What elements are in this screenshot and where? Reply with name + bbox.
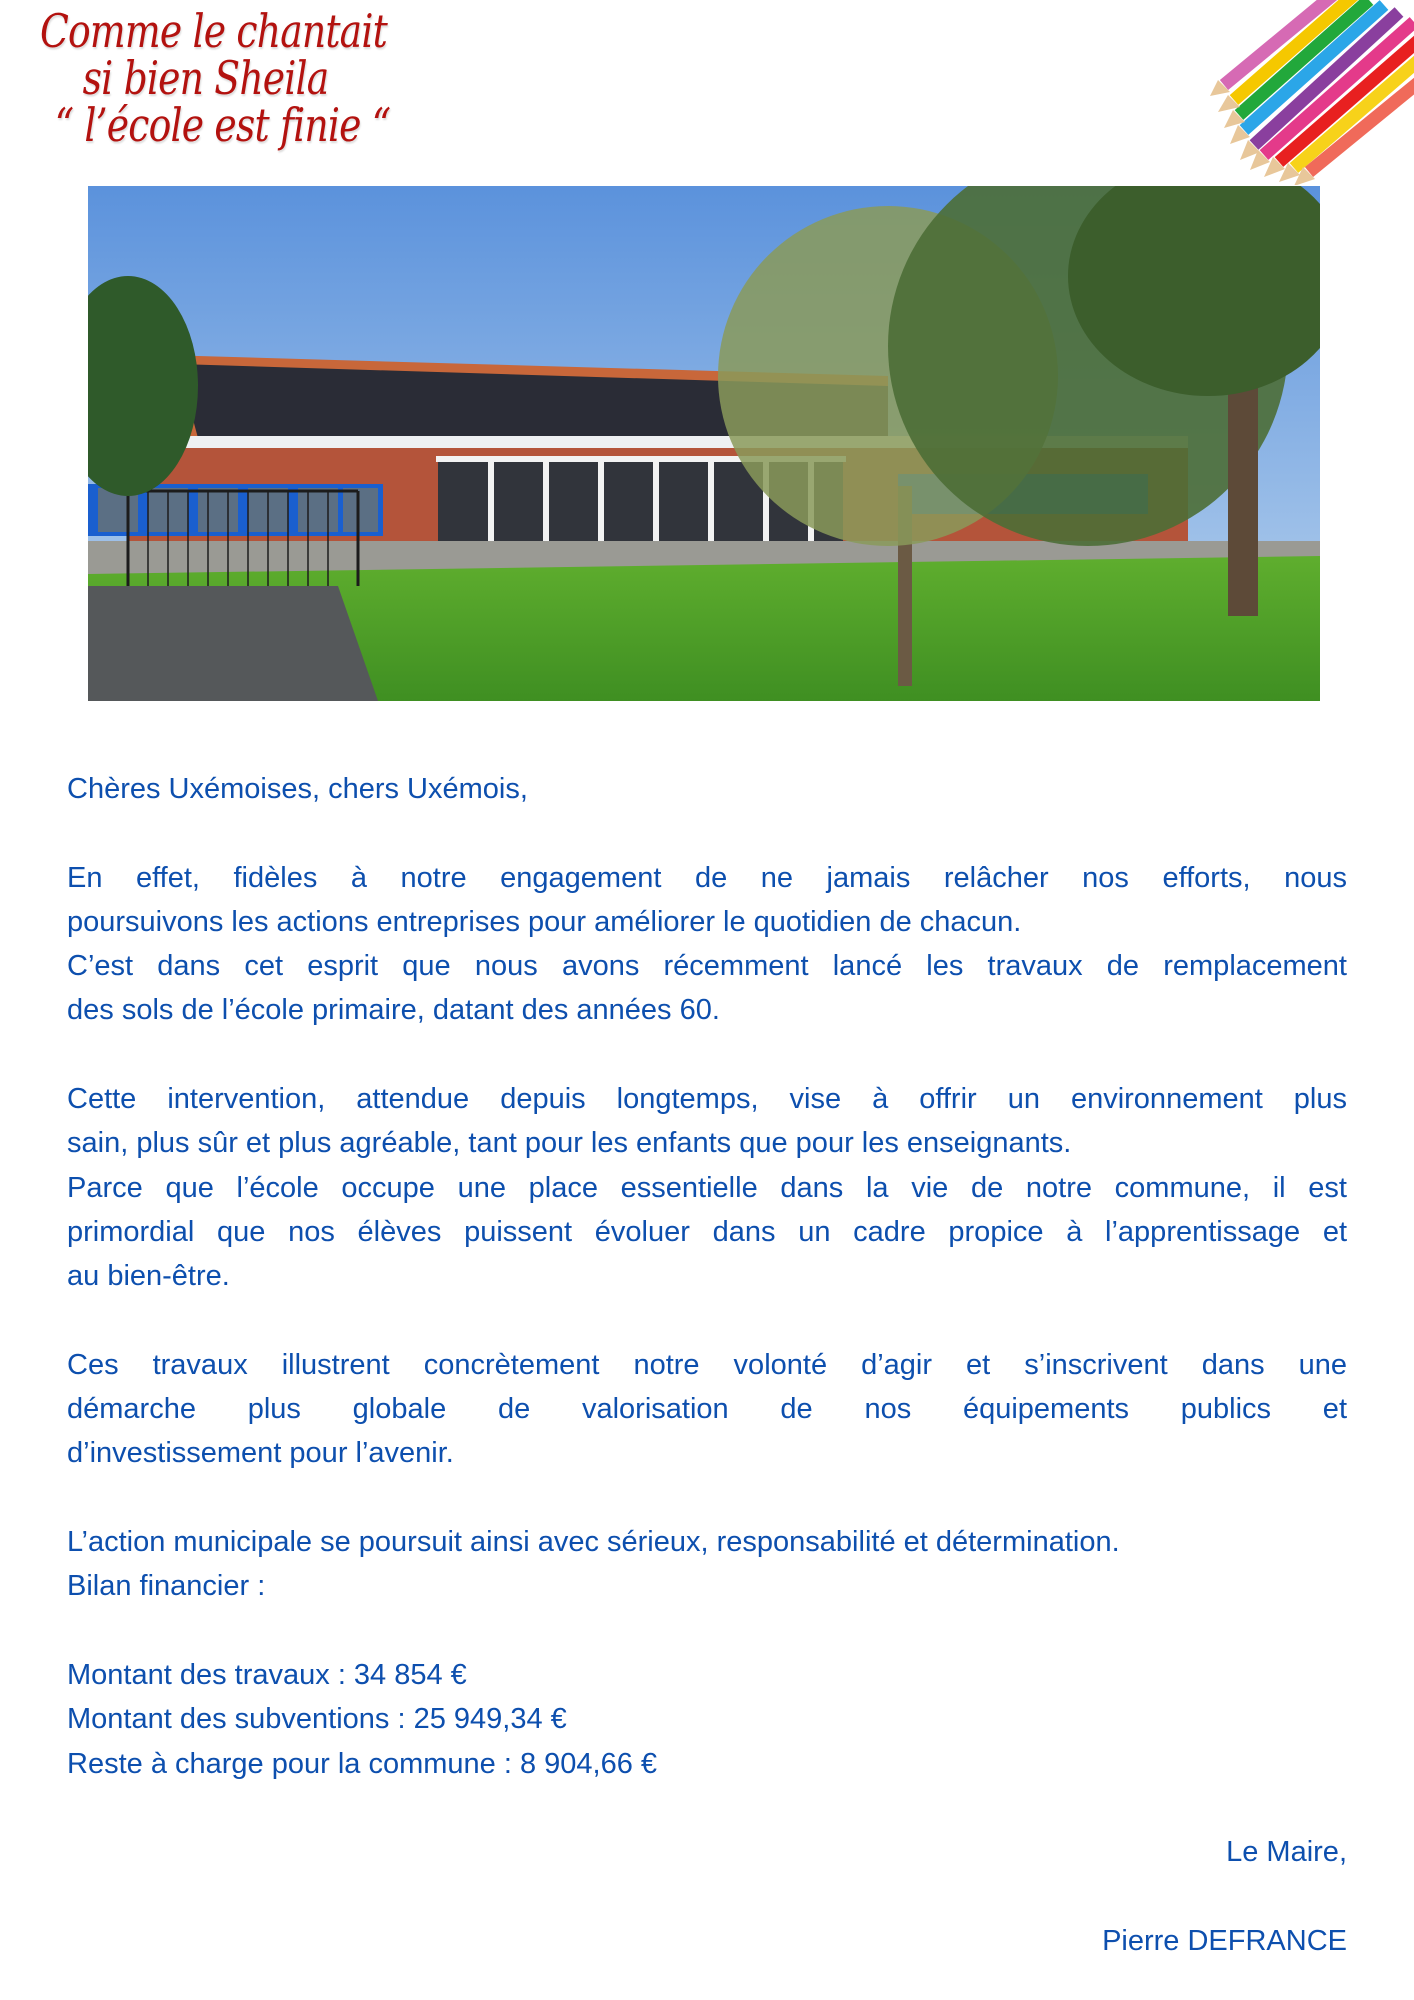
- paragraph-line: au bien-être.: [67, 1260, 230, 1293]
- paragraph-line: En effet, fidèles à notre engagement de ne jamais relâcher nos efforts, nous: [67, 861, 1347, 894]
- school-building-photo: [88, 186, 1320, 701]
- paragraph-line: d’investissement pour l’avenir.: [67, 1437, 454, 1470]
- paragraph-line: poursuivons les actions entreprises pour améliorer le quotidien de chacun.: [67, 905, 1022, 938]
- works-amount: Montant des travaux : 34 854 €: [67, 1658, 467, 1691]
- financial-heading: Bilan financier :: [67, 1570, 266, 1603]
- paragraph-line: L’action municipale se poursuit ainsi avec sérieux, responsabilité et détermination.: [67, 1526, 1120, 1559]
- page-title: [40, 4, 391, 152]
- paragraph-line: démarche plus globale de valorisation de nos équipements publics et: [67, 1393, 1347, 1426]
- paragraph-line: sain, plus sûr et plus agréable, tant pour les enfants que pour les enseignants.: [67, 1127, 1072, 1160]
- paragraph-line: des sols de l’école primaire, datant des années 60.: [67, 994, 720, 1027]
- subsidies-amount: Montant des subventions : 25 949,34 €: [67, 1703, 567, 1736]
- paragraph-line: C’est dans cet esprit que nous avons récemment lancé les travaux de remplacement: [67, 950, 1347, 983]
- greeting: Chères Uxémoises, chers Uxémois,: [67, 773, 528, 805]
- paragraph-line: primordial que nos élèves puissent évoluer dans un cadre propice à l’apprentissage et: [67, 1215, 1347, 1248]
- title-line: si bien Sheila: [82, 51, 329, 105]
- title-line: Comme le chantait: [40, 4, 387, 58]
- signature-title: Le Maire,: [1226, 1836, 1347, 1869]
- paragraph-line: Cette intervention, attendue depuis longtemps, vise à offrir un environnement plus: [67, 1083, 1347, 1116]
- colored-pencils-icon: [1204, 0, 1414, 185]
- letter-body: [67, 767, 1347, 1963]
- title-line: “ l’école est finie “: [54, 98, 391, 152]
- paragraph-line: Ces travaux illustrent concrètement notre volonté d’agir et s’inscrivent dans une: [67, 1348, 1347, 1381]
- paragraph-line: Parce que l’école occupe une place essentielle dans la vie de notre commune, il est: [67, 1171, 1347, 1204]
- remaining-cost: Reste à charge pour la commune : 8 904,66 €: [67, 1747, 658, 1780]
- signature-name: Pierre DEFRANCE: [1102, 1924, 1347, 1957]
